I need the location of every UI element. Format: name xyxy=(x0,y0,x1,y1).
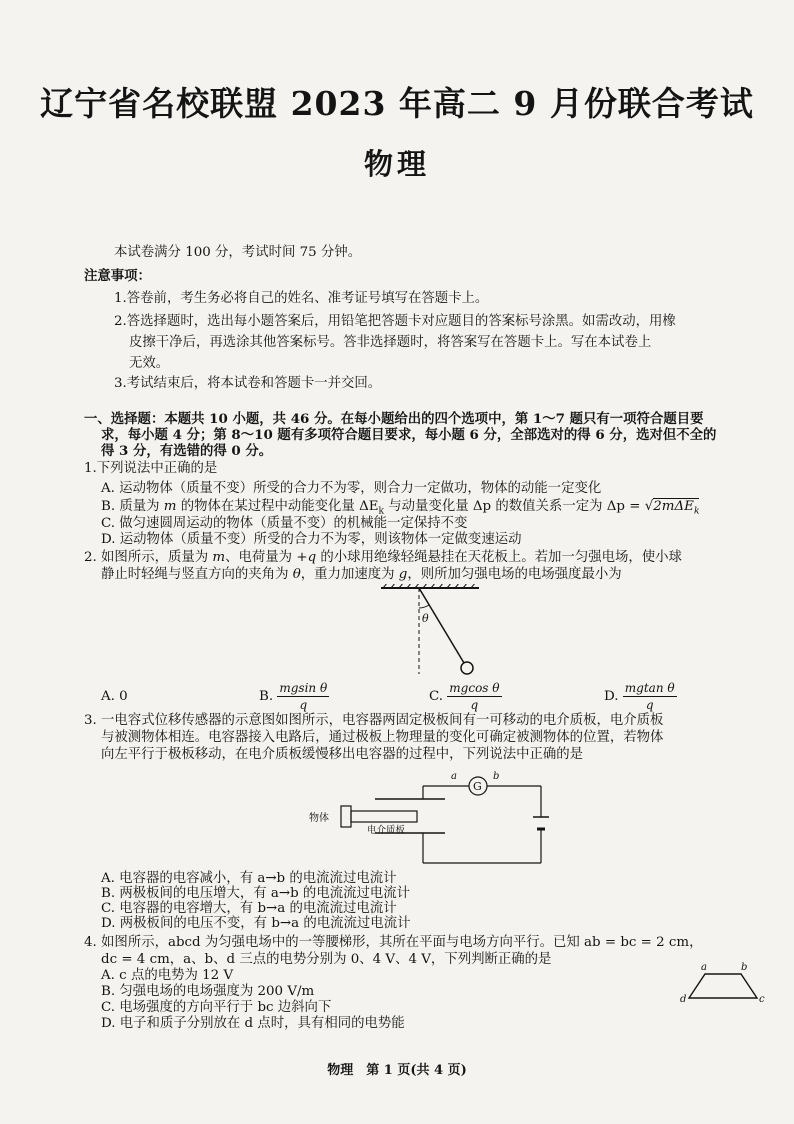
q2-option-a: A. 0 xyxy=(101,689,128,704)
q2-d-label: D. xyxy=(604,689,619,704)
q1-stem: 1.下列说法中正确的是 xyxy=(84,461,218,476)
fraction-denominator: q xyxy=(645,698,654,712)
pendulum-diagram xyxy=(375,584,495,684)
q2-option-c xyxy=(429,680,502,713)
q1-option-a: A. 运动物体（质量不变）所受的合力不为零，则合力一定做功，物体的动能一定变化 xyxy=(101,481,602,496)
q1-b-sub: k xyxy=(378,506,385,517)
q1-b-radicand-text: 2mΔE xyxy=(653,499,694,514)
q3-option-d: D. 两极板间的电压不变，有 b→a 的电流流过电流计 xyxy=(101,916,411,931)
q2-b-label: B. xyxy=(259,689,274,704)
exam-title: 辽宁省名校联盟 2023 年高二 9 月份联合考试 xyxy=(40,84,754,123)
q1-b-text: 的物体在某过程中动能变化量 ΔE xyxy=(176,499,379,514)
q3-stem-line: 3. 一电容式位移传感器的示意图如图所示，电容器两固定极板间有一可移动的电介质板，电介质板 xyxy=(84,713,664,728)
q4-option-d: D. 电子和质子分别放在 d 点时，具有相同的电势能 xyxy=(101,1016,405,1031)
object-label: 物体 xyxy=(309,813,329,824)
trapezoid-diagram xyxy=(675,958,775,1008)
q3-option-c: C. 电容器的电容增大，有 b→a 的电流流过电流计 xyxy=(101,901,397,916)
trapezoid-abcd xyxy=(689,974,757,998)
q2-g: g xyxy=(398,567,408,582)
page-footer: 物理 第 1 页(共 4 页) xyxy=(327,1063,467,1078)
q1-option-c: C. 做匀速圆周运动的物体（质量不变）的机械能一定保持不变 xyxy=(101,516,468,531)
section-heading-line: 一、选择题：本题共 10 小题，共 46 分。在每小题给出的四个选项中，第 1～7 题只有一项符合题目要 xyxy=(84,411,704,427)
q2-d-fraction xyxy=(623,680,677,713)
fraction-denominator: q xyxy=(470,698,479,712)
q2-b-fraction xyxy=(277,680,329,713)
q1-b-radicand xyxy=(653,498,700,517)
q2-text: 的小球用绝缘轻绳悬挂在天花板上。若加一匀强电场，使小球 xyxy=(316,550,682,565)
q1-b-text: 与动量变化量 Δp 的数值关系一定为 Δp = xyxy=(384,499,645,514)
dielectric-label: 电介质板 xyxy=(367,825,406,836)
angle-theta-label: θ xyxy=(422,612,429,625)
q2-option-d xyxy=(604,680,677,713)
galvanometer-label: G xyxy=(473,780,482,793)
q4-stem-line2: dc = 4 cm，a、b、d 三点的电势分别为 0、4 V、4 V，下列判断正确的是 xyxy=(101,952,552,967)
q2-text: 2. 如图所示，质量为 xyxy=(84,550,213,565)
section-heading-line: 得 3 分，有选错的得 0 分。 xyxy=(101,443,273,459)
notice-heading: 注意事项： xyxy=(84,268,151,284)
exam-info: 本试卷满分 100 分，考试时间 75 分钟。 xyxy=(114,245,362,260)
q2-theta: θ xyxy=(292,567,301,582)
q2-q: q xyxy=(307,550,317,565)
q2-text: ，重力加速度为 xyxy=(300,567,399,582)
capacitor-sensor-diagram xyxy=(305,765,555,875)
dielectric-slab xyxy=(351,811,417,822)
q3-stem-line: 与被测物体相连。电容器接入电路后，通过极板上物理量的变化可确定被测物体的位置，若物体 xyxy=(101,730,664,745)
q4-option-c: C. 电场强度的方向平行于 bc 边斜向下 xyxy=(101,1000,332,1015)
vertex-b-label: b xyxy=(741,962,748,973)
charged-ball xyxy=(461,662,473,674)
point-b-label: b xyxy=(493,771,500,782)
q1-option-d: D. 运动物体（质量不变）所受的合力不为零，则该物体一定做变速运动 xyxy=(101,532,522,547)
vertex-c-label: c xyxy=(759,994,765,1005)
q2-stem-line2 xyxy=(101,567,622,583)
measured-object xyxy=(341,806,351,827)
q2-c-fraction xyxy=(447,680,501,713)
q2-text: ，则所加匀强电场的电场强度最小为 xyxy=(407,567,622,582)
q1-b-m: m xyxy=(163,499,177,514)
q4-stem-line1: 4. 如图所示，abcd 为匀强电场中的一等腰梯形，其所在平面与电场方向平行。已知 ab = bc = 2 cm， xyxy=(84,935,703,950)
q1-b-radicand-sub: k xyxy=(693,506,700,517)
fraction-numerator: mgcos θ xyxy=(449,681,500,695)
notice-line: 1.答卷前，考生务必将自己的姓名、准考证号填写在答题卡上。 xyxy=(114,291,489,306)
q4-option-b: B. 匀强电场的电场强度为 200 V/m xyxy=(101,984,315,999)
vertex-a-label: a xyxy=(701,962,707,973)
q3-stem-line: 向左平行于极板移动，在电介质板缓慢移出电容器的过程中，下列说法中正确的是 xyxy=(101,747,584,762)
fraction-numerator: mgsin θ xyxy=(279,681,328,695)
notice-line: 2.答选择题时，选出每小题答案后，用铅笔把答题卡对应题目的答案标号涂黑。如需改动，用橡 xyxy=(114,314,676,329)
q4-option-a: A. c 点的电势为 12 V xyxy=(101,968,234,983)
pendulum-string xyxy=(419,588,464,663)
subject-title: 物理 xyxy=(363,147,430,181)
q3-option-b: B. 两极板间的电压增大，有 a→b 的电流流过电流计 xyxy=(101,886,411,901)
q2-m: m xyxy=(212,550,226,565)
q1-b-text: B. 质量为 xyxy=(101,499,164,514)
fraction-denominator: q xyxy=(299,698,308,712)
q2-c-label: C. xyxy=(429,689,444,704)
q3-option-a: A. 电容器的电容减小，有 a→b 的电流流过电流计 xyxy=(101,871,397,886)
vertex-d-label: d xyxy=(680,994,687,1005)
notice-line: 3.考试结束后，将本试卷和答题卡一并交回。 xyxy=(114,376,382,391)
point-a-label: a xyxy=(451,771,457,782)
notice-line: 无效。 xyxy=(129,356,170,371)
q2-text: 静止时轻绳与竖直方向的夹角为 xyxy=(101,567,293,582)
angle-arc xyxy=(419,605,429,608)
q2-option-b xyxy=(259,680,329,713)
section-heading-line: 求，每小题 4 分；第 8～10 题有多项符合题目要求，每小题 6 分，全部选对的得 6 分，选对但不全的 xyxy=(101,427,717,443)
notice-line: 皮擦干净后，再选涂其他答案标号。答非选择题时，将答案写在答题卡上。写在本试卷上 xyxy=(129,335,652,350)
fraction-numerator: mgtan θ xyxy=(624,681,675,695)
sqrt-sign: √ xyxy=(644,499,654,514)
q2-text: 、电荷量为 + xyxy=(225,550,308,565)
q2-stem-line1 xyxy=(84,550,682,566)
